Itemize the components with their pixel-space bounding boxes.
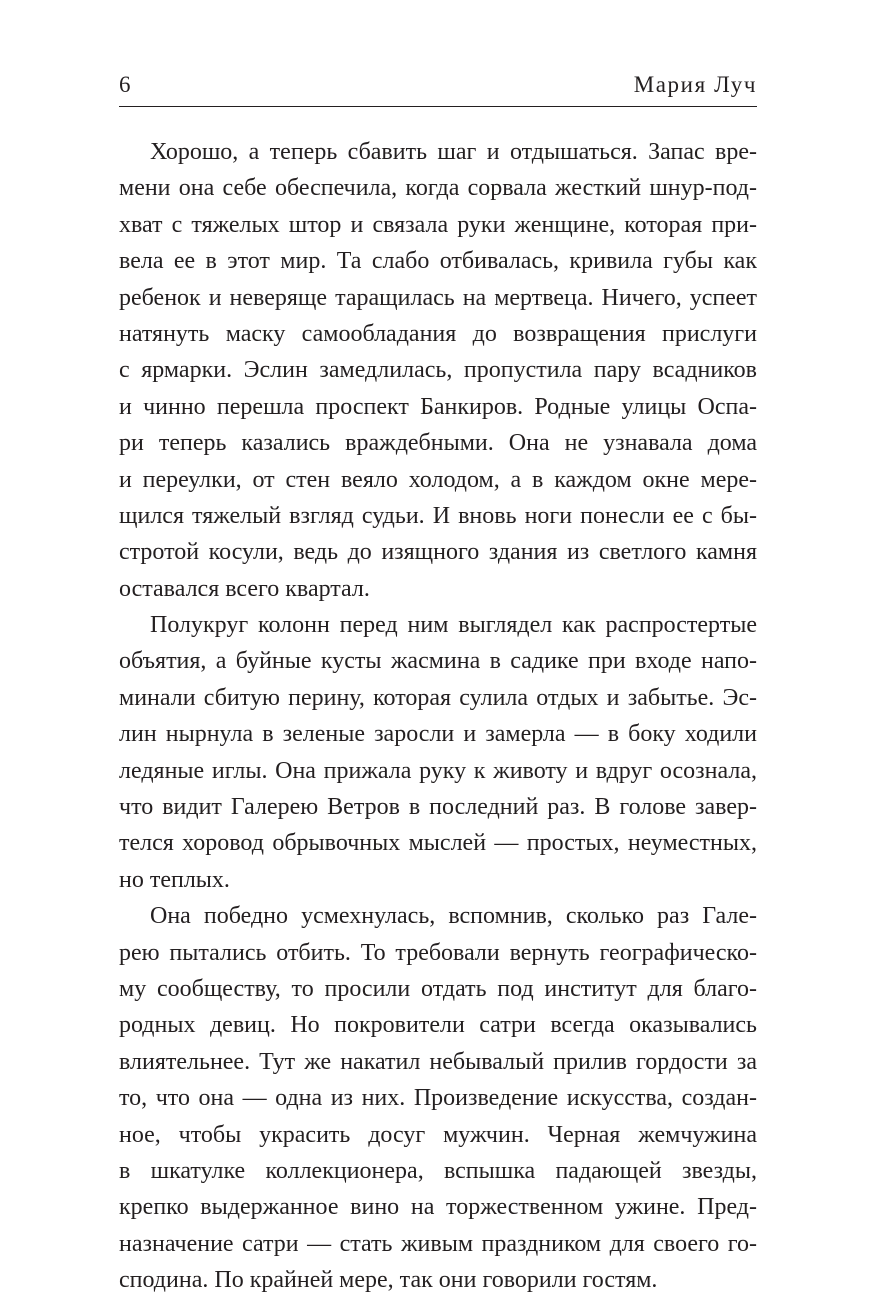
text-line: ледяные иглы. Она прижала руку к животу и вдруг осознала, [119, 757, 757, 784]
text-line: му сообществу, то просили отдать под институт для благо- [119, 975, 757, 1002]
text-line: что видит Галерею Ветров в последний раз. В голове завер- [119, 794, 757, 821]
text-line: но теплых. [119, 866, 230, 893]
paragraph [119, 898, 757, 1298]
text-line: и переулки, от стен веяло холодом, а в каждом окне мере- [119, 466, 757, 493]
text-line: ри теперь казались враждебными. Она не узнавала дома [119, 430, 757, 457]
text-line: мени она себе обеспечила, когда сорвала жесткий шнур-под- [119, 175, 757, 202]
text-line: сподина. По крайней мере, так они говорили гостям. [119, 1267, 658, 1294]
text-line: в шкатулке коллекционера, вспышка падающей звезды, [119, 1157, 757, 1184]
text-line: и чинно перешла проспект Банкиров. Родные улицы Оспа- [119, 393, 757, 420]
text-line: крепко выдержанное вино на торжественном ужине. Пред- [119, 1194, 757, 1221]
text-line: родных девиц. Но покровители сатри всегда оказывались [119, 1012, 757, 1039]
text-line: ное, чтобы украсить досуг мужчин. Черная жемчужина [119, 1121, 757, 1148]
text-line: телся хоровод обрывочных мыслей — простых, неуместных, [119, 830, 757, 857]
text-line: влиятельнее. Тут же накатил небывалый прилив гордости за [119, 1048, 757, 1075]
author-name: Мария Луч [633, 72, 757, 97]
text-line: назначение сатри — стать живым праздником для своего го- [119, 1230, 757, 1257]
text-line: оставался всего квартал. [119, 575, 370, 602]
text-line: ребенок и неверяще таращилась на мертвеца. Ничего, успеет [119, 284, 757, 311]
text-line: хват с тяжелых штор и связала руки женщине, которая при- [119, 211, 757, 238]
text-line: Хорошо, а теперь сбавить шаг и отдышаться. Запас вре- [150, 139, 757, 165]
paragraph [119, 134, 757, 607]
paragraph [119, 607, 757, 898]
text-line: вела ее в этот мир. Та слабо отбивалась, кривила губы как [119, 248, 757, 275]
body-text [119, 134, 757, 1299]
text-line: стротой косули, ведь до изящного здания из светлого камня [119, 539, 757, 566]
page-number: 6 [119, 72, 131, 97]
text-line: с ярмарки. Эслин замедлилась, пропустила пару всадников [119, 357, 757, 384]
text-line: минали сбитую перину, которая сулила отдых и забытье. Эс- [119, 684, 757, 711]
text-line: Она победно усмехнулась, вспомнив, сколько раз Гале- [150, 903, 757, 930]
text-line: рею пытались отбить. То требовали вернуть географическо- [119, 939, 757, 966]
text-line: то, что она — одна из них. Произведение искусства, создан- [119, 1085, 757, 1112]
running-head [119, 68, 757, 102]
text-line: объятия, а буйные кусты жасмина в садике при входе напо- [119, 648, 757, 675]
text-line: щился тяжелый взгляд судьи. И вновь ноги понесли ее с бы- [119, 502, 757, 529]
header-rule [119, 106, 757, 107]
text-line: Полукруг колонн перед ним выглядел как распростертые [150, 612, 757, 639]
text-line: натянуть маску самообладания до возвращения прислуги [119, 320, 757, 347]
text-line: лин нырнула в зеленые заросли и замерла — в боку ходили [119, 721, 757, 748]
